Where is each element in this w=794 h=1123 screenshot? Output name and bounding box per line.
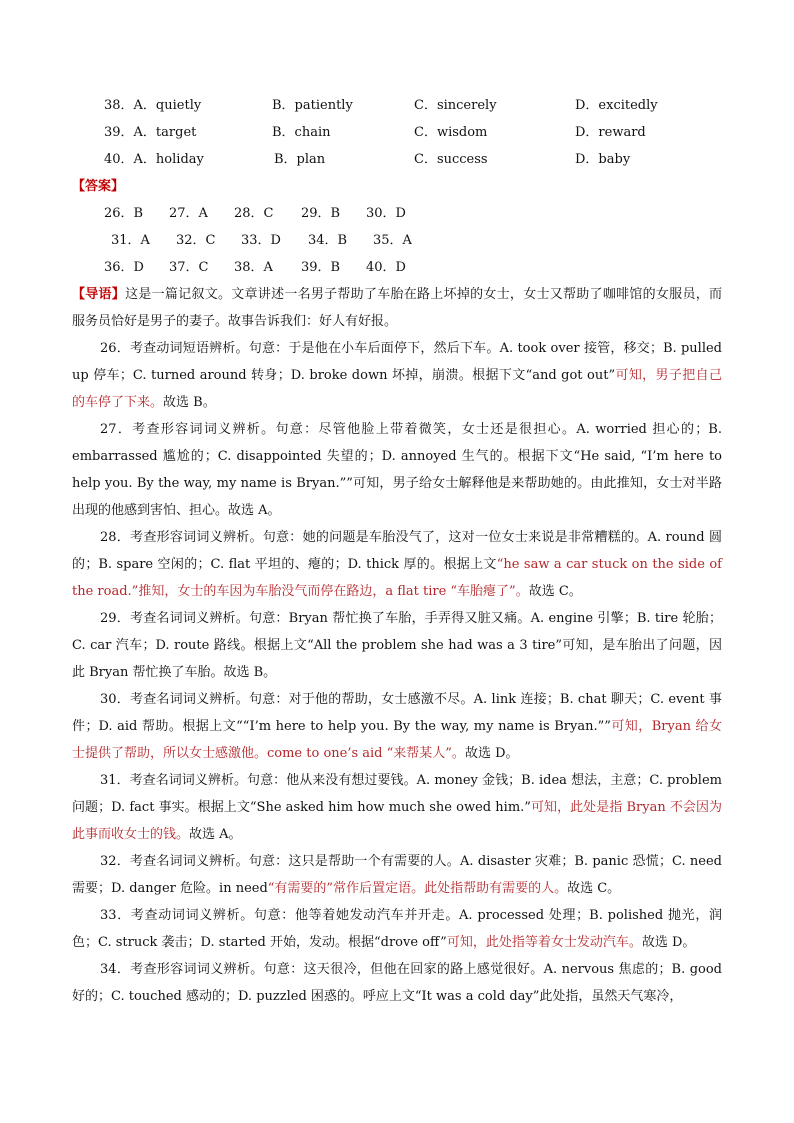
explanation-text: 29．考查名词词义辨析。句意：Bryan 帮忙换了车胎，手弄得又脏又痛。A. engine 引擎；B. tire 轮胎；C. car 汽车；D. route 路线。根据上文“All the problem she had was a 3 tire”可知，是车胎出了问题，因此 Bryan 帮忙换了车胎。故选 B。 [72, 611, 722, 680]
answer-item: 40．D [366, 260, 406, 275]
option-c: C．success [414, 152, 488, 167]
question-number: 38． [104, 98, 134, 113]
answer-item: 27．A [169, 206, 208, 221]
answer-item: 37．C [169, 260, 209, 275]
answer-item: 26．B [104, 206, 144, 221]
answer-item: 35．A [373, 233, 412, 248]
answer-item: 33．D [241, 233, 281, 248]
explanation-text: 26．考查动词短语辨析。句意：于是他在小车后面停下，然后下车。A. took over 接管，移交；B. pulled up 停车；C. turned around 转身；D. broke down 坏掉，崩溃。根据下文“and got out” [72, 341, 722, 383]
answer-item: 30．D [366, 206, 406, 221]
explanation-paragraph [72, 767, 722, 848]
option-d: D．excitedly [575, 98, 658, 113]
explanation-conclusion: 故选 B。 [163, 395, 216, 410]
option-a [104, 119, 196, 146]
explanation-text: 34．考查形容词词义辨析。句意：这天很冷，但他在回家的路上感觉很好。A. nervous 焦虑的；B. good 好的；C. touched 感动的；D. puzzled 困惑的。呼应上文“It was a cold day”此处指，虽然天气寒冷， [72, 962, 722, 1004]
explanation-conclusion: 故选 C。 [567, 881, 621, 896]
explanation-text: 32．考查名词词义辨析。句意：这只是帮助一个有需要的人。A. disaster 灾难；B. panic 恐慌；C. need 需要；D. danger 危险。in need [72, 854, 722, 896]
option-row [72, 92, 722, 119]
explanation-text: 33．考查动词词义辨析。句意：他等着她发动汽车并开走。A. processed 处理；B. polished 抛光，润色；C. struck 袭击；D. started 开始，发动。根据“drove off” [72, 908, 722, 950]
option-a-text: A．target [133, 125, 197, 140]
answer-item: 31．A [111, 233, 150, 248]
explanation-paragraph [72, 335, 722, 416]
explanation-text: 27．考查形容词词义辨析。句意：尽管他脸上带着微笑，女士还是很担心。A. worried 担心的；B. embarrassed 尴尬的；C. disappointed 失望的；D. annoyed 生气的。根据下文“He said, “I’m here to help you. By the way, my name is Bryan.””可知，男子给女士解释他是来帮助她的。由此推知，女士对半路出现的他感到害怕、担心。故选 A。 [72, 422, 722, 518]
answer-item: 28．C [234, 206, 274, 221]
question-number: 40． [104, 152, 134, 167]
answer-item: 39．B [301, 260, 341, 275]
answer-item: 29．B [301, 206, 341, 221]
explanation-conclusion: 故选 D。 [641, 935, 696, 950]
explanation-paragraph [72, 524, 722, 605]
explanation-text: 30．考查名词词义辨析。句意：对于他的帮助，女士感激不尽。A. link 连接；B. chat 聊天；C. event 事件；D. aid 帮助。根据上文““I’m here to help you. By the way, my name is Bryan.”” [72, 692, 722, 734]
explanation-paragraph [72, 956, 722, 1010]
explanation-paragraph [72, 416, 722, 524]
question-number: 39． [104, 125, 134, 140]
option-c: C．sincerely [414, 98, 497, 113]
option-c: C．wisdom [414, 125, 488, 140]
answer-header: 【答案】 [72, 179, 125, 194]
option-b: B．plan [274, 152, 326, 167]
option-row [72, 119, 722, 146]
explanation-conclusion: 故选 C。 [528, 584, 582, 599]
answer-item: 36．D [104, 260, 144, 275]
explanation-text: 28．考查形容词词义辨析。句意：她的问题是车胎没气了，这对一位女士来说是非常糟糕的。A. round 圆的；B. spare 空闲的；C. flat 平坦的、瘪的；D. thick 厚的。根据上文 [72, 530, 722, 572]
explanation-text: 31．考查名词词义辨析。句意：他从来没有想过要钱。A. money 金钱；B. idea 想法，主意；C. problem 问题；D. fact 事实。根据上文“She asked him how much she owed him.” [72, 773, 722, 815]
option-a [104, 146, 204, 173]
explanation-highlight: “有需要的”常作后置定语。此处指帮助有需要的人。 [267, 881, 568, 896]
answer-row [72, 227, 722, 254]
explanation-conclusion: 故选 D。 [464, 746, 519, 761]
option-d: D．baby [575, 152, 631, 167]
explanation-highlight: “he saw a car stuck on the side of the road.”推知，女士的车因为车胎没气而停在路边，a flat tire “车胎瘪了”。 [72, 557, 722, 599]
explanation-paragraph [72, 605, 722, 686]
lead-paragraph [72, 281, 722, 335]
answer-row [72, 200, 722, 227]
explanation-conclusion: 故选 A。 [189, 827, 242, 842]
option-a-text: A．quietly [133, 98, 202, 113]
answer-row [72, 254, 722, 281]
explanation-paragraph [72, 902, 722, 956]
explanation-highlight: 可知，此处指等着女士发动汽车。 [446, 935, 642, 950]
answer-item: 32．C [176, 233, 216, 248]
option-b: B．chain [272, 125, 331, 140]
option-a-text: A．holiday [133, 152, 204, 167]
explanation-highlight: 可知，男子把自己的车停了下来。 [72, 368, 722, 410]
option-row [72, 146, 722, 173]
option-b: B．patiently [272, 98, 353, 113]
explanation-highlight: 可知，Bryan 给女士提供了帮助，所以女士感激他。come to one’s aid “来帮某人”。 [72, 719, 722, 761]
explanation-paragraph [72, 686, 722, 767]
answer-item: 38．A [234, 260, 273, 275]
explanation-paragraph [72, 848, 722, 902]
document-page [72, 92, 722, 1010]
lead-label: 【导语】 [72, 287, 126, 302]
answer-item: 34．B [308, 233, 348, 248]
lead-text: 这是一篇记叙文。文章讲述一名男子帮助了车胎在路上坏掉的女士，女士又帮助了咖啡馆的女服员，而服务员恰好是男子的妻子。故事告诉我们：好人有好报。 [72, 287, 722, 329]
option-a [104, 92, 201, 119]
option-d: D．reward [575, 125, 646, 140]
explanation-highlight: 可知，此处是指 Bryan 不会因为此事而收女士的钱。 [72, 800, 722, 842]
